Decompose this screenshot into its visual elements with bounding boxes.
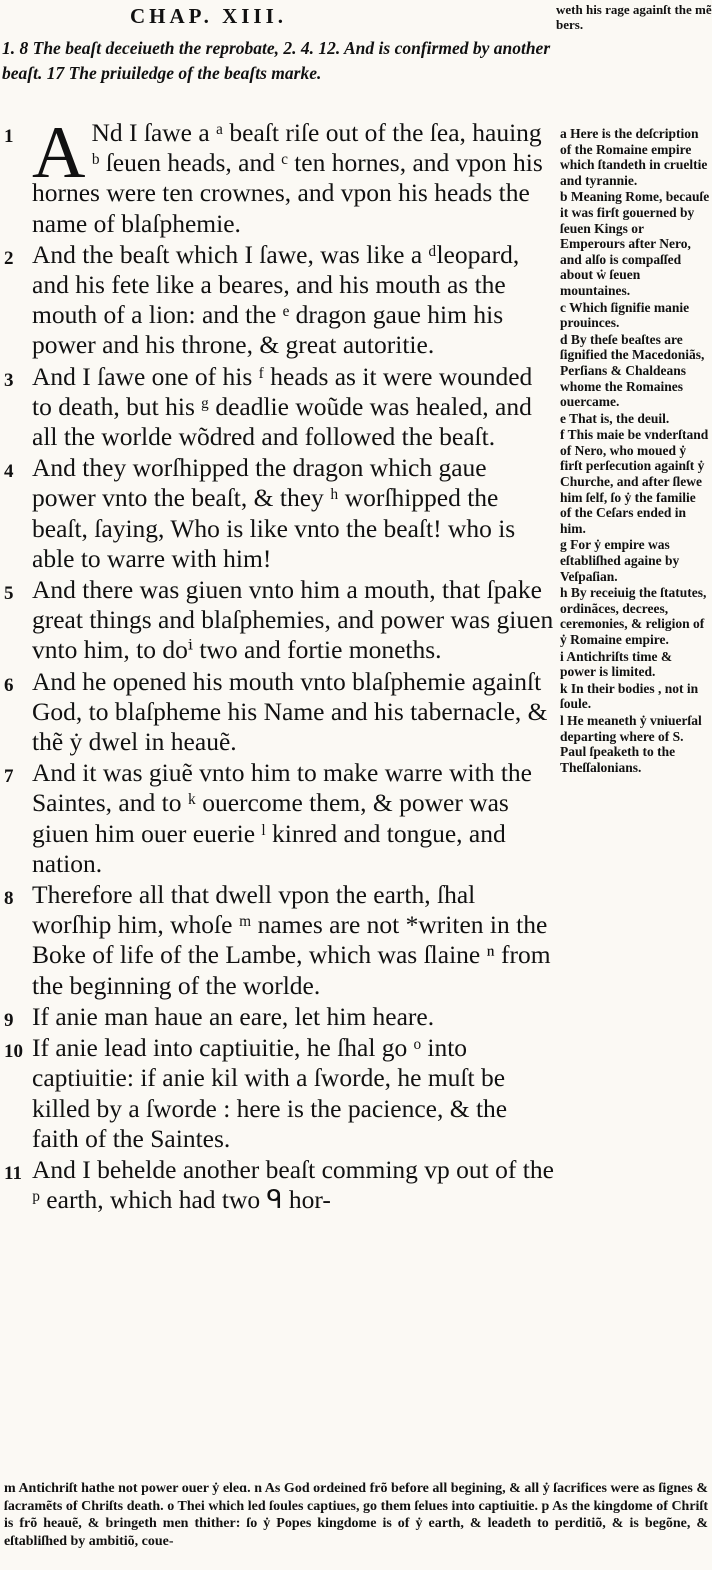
side-note-k: k In their bodies , not in ſoule. [560, 680, 699, 712]
verse-column [4, 112, 554, 1216]
side-note-g: g For ẏ empire was eſtabliſhed againe by Veſpaſian. [560, 537, 680, 584]
verse-text: Therefore all that dwell vpon the earth, ſhal worſhip him, whoſe ᵐ names are not *writen in the Boke of life of the Lambe, which was ſlaine ⁿ from the beginning of the worlde. [32, 880, 551, 1000]
verse-text: If anie man haue an eare, let him heare. [32, 1001, 435, 1031]
chapter-argument: 1. 8 The beaſt deceiueth the reprobate, 2. 4. 12. And is confirmed by another beaſt. 17 The priuiledge of the beaſts marke. [2, 38, 551, 83]
chapter-heading: CHAP. XIII. [130, 4, 287, 28]
side-note-h: h By receiuig the ſtatutes, ordinãces, decrees, ceremonies, & religion of ẏ Romaine empire. [560, 585, 707, 647]
verse-number: 2 [4, 247, 14, 269]
verse-text: And the beaſt which I ſawe, was like a ᵈleopard, and his fete like a beares, and his mouth as the mouth of a lion: and the ᵉ dragon gaue him his power and his throne, & great autoritie. [32, 239, 520, 360]
side-note-l: l He meaneth ẏ vniuerſal departing where of S. Paul ſpeaketh to the Theſſalonians. [560, 712, 702, 775]
verse-6 [4, 667, 554, 758]
verse-number: 1 [4, 126, 14, 147]
verse-text: And they worſhipped the dragon which gaue power vnto the beaſt, & they ʰ worſhipped the beaſt, ſaying, Who is like vnto the beaſt! who is able to warre with him! [32, 453, 516, 573]
verse-4 [4, 453, 554, 574]
marginal-notes [560, 126, 710, 776]
verse-7 [4, 758, 554, 879]
verse-8 [4, 880, 554, 1001]
verse-text: Nd I ſawe a ᵃ beaſt riſe out of the ſea, hauing ᵇ ſeuen heads, and ᶜ ten hornes, and vpon his hornes were ten crownes, and vpon his heads the name of blaſphemie. [32, 118, 543, 238]
side-note-f: f This maie be vnderſtand of Nero, who moued ẏ firſt perſecution againſt ẏ Churche, and after ſlewe him ſelf, ſo ẏ the familie of the Ceſars ended in him. [560, 427, 709, 536]
verse-number: 4 [4, 461, 14, 483]
verse-5 [4, 575, 554, 666]
top-margin-note: weth his rage againſt the mẽ bers. [556, 2, 712, 32]
footnote-block: m Antichriſt hathe not power ouer ẏ eleɑ. n As God ordeined frõ before all begining, & all ẏ ſacrifices were as ſignes & ſacramẽts of Chriſts death. o Thei which led ſoules captiues, go them ſelues into captiuitie. p As the kingdome of Chriſt is frõ heauẽ, & bringeth men thither: ſo ẏ Popes kingdome is of ẏ earth, & leadeth to perditiõ, & is begõne, & eſtabliſhed by ambitiõ, coue- [4, 1481, 708, 1549]
verse-1 [4, 112, 554, 239]
side-note-e: e That is, the deuil. [560, 410, 670, 426]
verse-10 [4, 1033, 554, 1154]
side-note-d: d By theſe beaſtes are ſignified the Macedoniãs, Perſians & Chaldeans whome the Romaines ouercame. [560, 331, 705, 410]
verse-text: And it was giuẽ vnto him to make warre with the Saintes, and to ᵏ ouercome them, & power was giuen him ouer euerie ˡ kinred and tongue, and nation. [32, 758, 532, 878]
verse-number: 7 [4, 766, 14, 788]
verse-number: 8 [4, 888, 14, 910]
verse-number: 9 [4, 1009, 14, 1031]
verse-2 [4, 240, 554, 361]
side-note-a: a Here is the deſcription of the Romaine empire which ſtandeth in crueltie and tyrannie. [560, 126, 708, 188]
side-note-i: i Antichriſts time & power is limited. [560, 648, 673, 680]
verse-text: And I ſawe one of his ᶠ heads as it were wounded to death, but his ᵍ deadlie woũde was healed, and all the worlde wõdred and followed the beaſt. [32, 361, 533, 452]
verse-number: 3 [4, 369, 14, 391]
verse-number: 10 [4, 1041, 23, 1063]
verse-text: And there was giuen vnto him a mouth, that ſpake great things and blaſphemies, and power was giuen vnto him, to doⁱ two and fortie moneths. [32, 575, 554, 665]
verse-number: 6 [4, 674, 14, 696]
verse-number: 11 [4, 1162, 22, 1184]
verse-11 [4, 1155, 554, 1215]
verse-number: 5 [4, 583, 14, 605]
verse-9 [4, 1002, 554, 1032]
verse-3 [4, 362, 554, 453]
verse-text: And he opened his mouth vnto blaſphemie againſt God, to blaſpheme his Name and his tabernacle, & thẽ ẏ dwel in heauẽ. [32, 666, 548, 757]
drop-cap: A [32, 112, 86, 194]
verse-text: And I behelde another beaſt comming vp out of the ᵖ earth, which had two ᑫ hor- [32, 1154, 554, 1215]
side-note-c: c Which ſignifie manie prouinces. [560, 299, 690, 331]
verse-text: If anie lead into captiuitie, he ſhal go ᵒ into captiuitie: if anie kil with a ſworde, he muſt be killed by a ſworde : here is the pacience, & the faith of the Saintes. [32, 1033, 508, 1153]
side-note-b: b Meaning Rome, becauſe it was firſt gouerned by ſeuen Kings or Emperours after Nero, and alſo is compaſſed about ẇ ſeuen mountaines. [560, 189, 710, 298]
